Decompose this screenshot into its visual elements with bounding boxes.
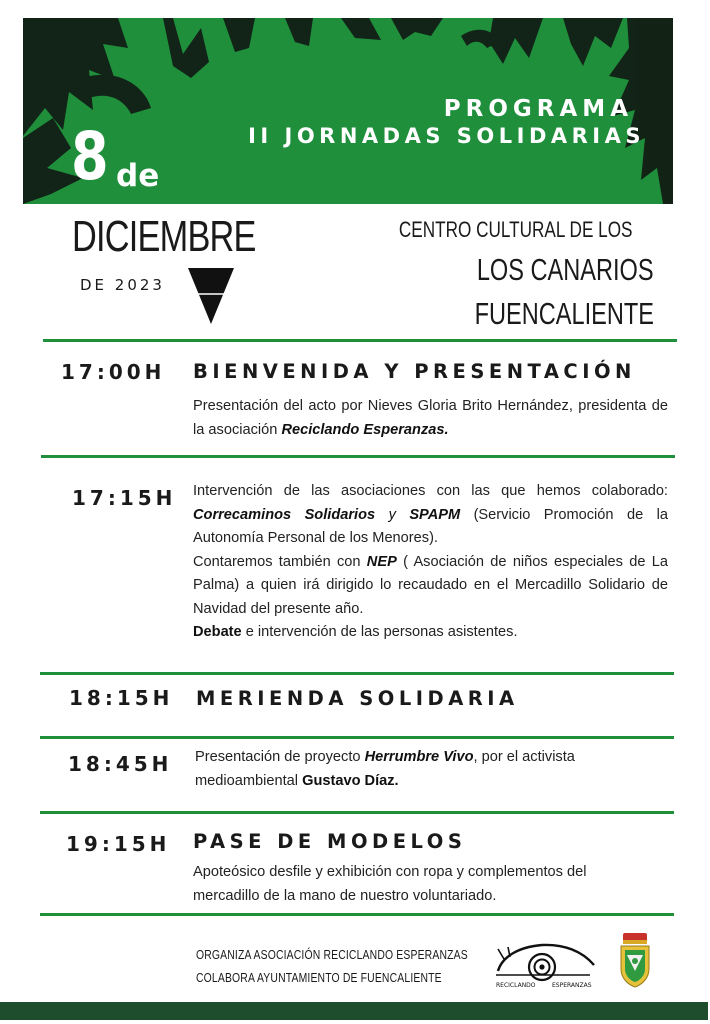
snail-icon	[490, 935, 598, 989]
event-month: DICIEMBRE	[72, 212, 256, 261]
divider	[41, 455, 675, 458]
schedule-description: Presentación de proyecto Herrumbre Vivo, por el activista medioambiental Gustavo Díaz.	[195, 749, 575, 789]
schedule-title: MERIENDA SOLIDARIA	[196, 687, 519, 710]
divider	[40, 736, 674, 739]
logo-text-left: RECICLANDO	[496, 982, 536, 989]
schedule-time: 17:15H	[72, 486, 177, 510]
venue-line-3: FUENCALIENTE	[474, 296, 654, 331]
schedule-title: PASE DE MODELOS	[193, 830, 467, 853]
venue-line-1: CENTRO CULTURAL DE LOS	[398, 217, 632, 242]
collaborator-credit: COLABORA AYUNTAMIENTO DE FUENCALIENTE	[196, 970, 442, 985]
divider	[40, 913, 674, 916]
schedule-time: 19:15H	[66, 832, 171, 856]
footer-bar	[0, 1002, 708, 1020]
schedule-description: Intervención de las asociaciones con las que hemos colaborado: Correcaminos Solidarios y SPAPM (Servicio Promoción de la Autonomía Personal de los Menores). Contaremos también con NEP ( Asociación de niños especiales de La Palma) a quien irá dirigido lo recaudado en el Mercadillo Solidario de Navidad del presente año. Debate e intervención de las personas asistentes.	[193, 483, 668, 640]
divider	[43, 339, 677, 342]
down-triangle-icon	[188, 268, 234, 324]
organizer-credit: ORGANIZA ASOCIACIÓN RECICLANDO ESPERANZAS	[196, 947, 468, 962]
event-name: II JORNADAS SOLIDARIAS	[248, 124, 645, 148]
venue-line-2: LOS CANARIOS	[477, 252, 654, 287]
schedule-title: BIENVENIDA Y PRESENTACIÓN	[193, 360, 636, 383]
program-label: PROGRAMA	[443, 96, 633, 122]
day-connector: de	[116, 158, 160, 194]
schedule-description: Presentación del acto por Nieves Gloria Brito Hernández, presidenta de la asociación Reciclando Esperanzas.	[193, 398, 668, 438]
header-banner	[23, 18, 673, 204]
schedule-time: 18:15H	[69, 686, 174, 710]
municipal-crest-icon	[617, 931, 653, 989]
logo-text-right: ESPERANZAS	[552, 982, 592, 989]
event-day: 8	[71, 118, 106, 195]
schedule-time: 17:00H	[61, 360, 166, 384]
divider	[40, 811, 674, 814]
schedule-time: 18:45H	[68, 752, 173, 776]
event-year: DE 2023	[80, 276, 165, 294]
divider	[40, 672, 674, 675]
schedule-description: Apoteósico desfile y exhibición con ropa y complementos del mercadillo de la mano de nuestro voluntariado.	[193, 864, 587, 904]
